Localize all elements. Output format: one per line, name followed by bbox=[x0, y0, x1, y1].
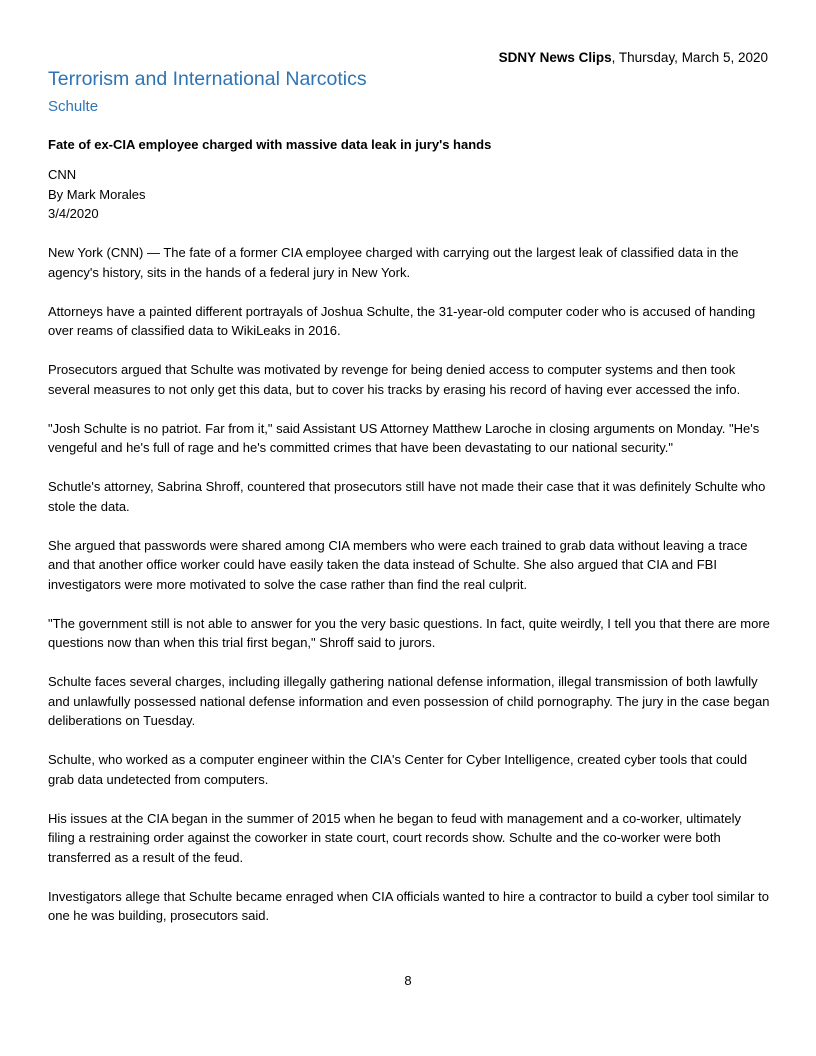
subsection-title: Schulte bbox=[48, 98, 99, 115]
article-meta bbox=[48, 165, 146, 224]
article-paragraph: Schulte faces several charges, including illegally gathering national defense information, illegal transmission of both lawfully and unlawfully possessed national defense information and even possession of child pornography. The jury in the case began deliberations on Tuesday. bbox=[48, 674, 770, 728]
article-paragraph: New York (CNN) — The fate of a former CIA employee charged with carrying out the largest leak of classified data in the agency's history, sits in the hands of a federal jury in New York. bbox=[48, 245, 739, 280]
article-source: CNN bbox=[48, 167, 77, 182]
article-paragraph: "Josh Schulte is no patriot. Far from it," said Assistant US Attorney Matthew Laroche in closing arguments on Monday. "He's vengeful and he's full of rage and he's committed crimes that have been devastating to our national security." bbox=[48, 420, 760, 455]
header-date: , Thursday, March 5, 2020 bbox=[611, 50, 768, 65]
section-title: Terrorism and International Narcotics bbox=[48, 68, 367, 90]
article-byline: By Mark Morales bbox=[48, 186, 146, 202]
article-date: 3/4/2020 bbox=[48, 206, 99, 221]
article-paragraph: Schulte, who worked as a computer engineer within the CIA's Center for Cyber Intelligence, created cyber tools that could grab data undetected from computers. bbox=[48, 752, 748, 787]
article-paragraph: "The government still is not able to answer for you the very basic questions. In fact, quite weirdly, I tell you that there are more questions now than when this trial first began," Shroff said to jurors. bbox=[48, 615, 770, 650]
article-paragraph: Prosecutors argued that Schulte was motivated by revenge for being denied access to computer systems and then took several measures to not only get this data, but to cover his tracks by erasing his record of having ever accessed the info. bbox=[48, 362, 741, 397]
article-paragraph: She argued that passwords were shared among CIA members who were each trained to grab data without leaving a trace and that another office worker could have easily taken the data instead of Schulte. She also argued that CIA and FBI investigators were more motivated to solve the case rather than find the real culprit. bbox=[48, 537, 748, 592]
article-body bbox=[48, 243, 770, 945]
page-number: 8 bbox=[404, 973, 412, 988]
article-headline: Fate of ex-CIA employee charged with massive data leak in jury's hands bbox=[48, 137, 492, 152]
article-paragraph: Investigators allege that Schulte became enraged when CIA officials wanted to hire a contractor to build a cyber tool similar to one he was building, prosecutors said. bbox=[48, 888, 769, 923]
article-paragraph: Attorneys have a painted different portrayals of Joshua Schulte, the 31-year-old computer coder who is accused of handing over reams of classified data to WikiLeaks in 2016. bbox=[48, 303, 756, 338]
publication-name: SDNY News Clips bbox=[498, 50, 612, 65]
article-paragraph: His issues at the CIA began in the summer of 2015 when he began to feud with management and a co-worker, ultimately filing a restraining order against the coworker in state court, court records show. Schulte and the co-worker were both transferred as a result of the feud. bbox=[48, 810, 742, 865]
article-paragraph: Schutle's attorney, Sabrina Shroff, countered that prosecutors still have not made their case that it was definitely Schulte who stole the data. bbox=[48, 479, 766, 514]
page-header bbox=[499, 49, 768, 67]
